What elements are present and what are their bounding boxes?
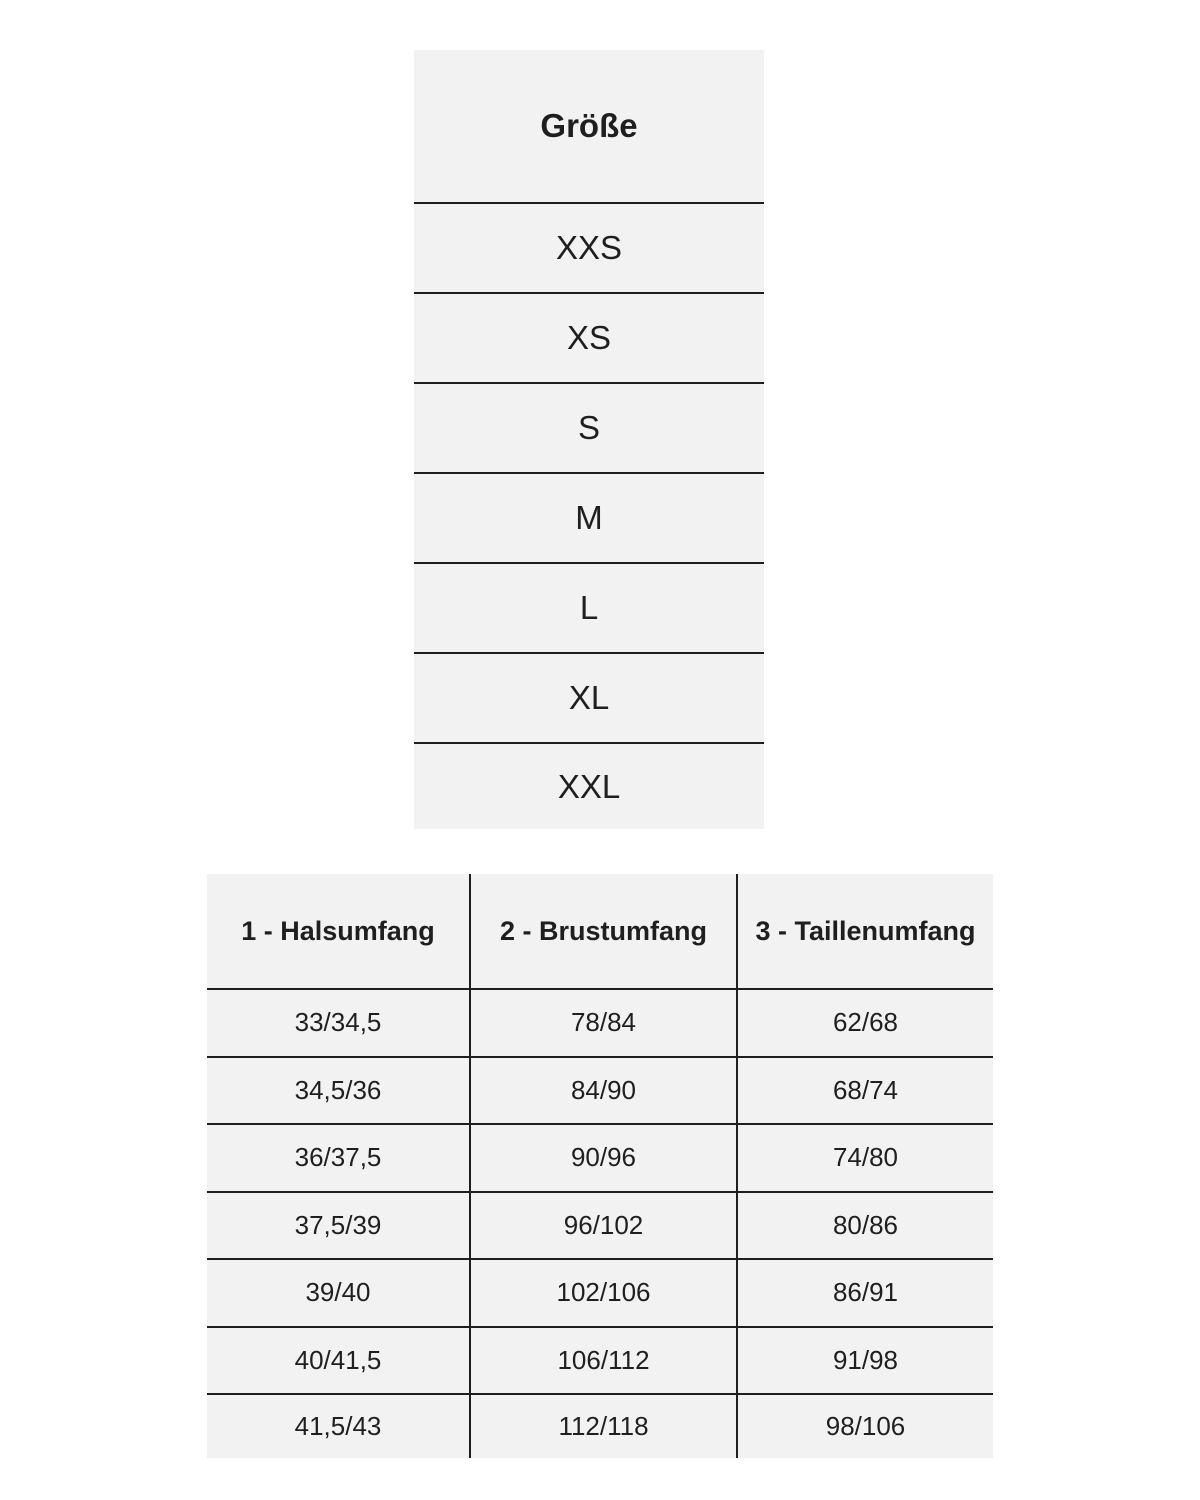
cell-halsumfang: 40/41,5 xyxy=(207,1328,471,1394)
cell-taillenumfang: 74/80 xyxy=(832,1142,899,1173)
cell-halsumfang: 39/40 xyxy=(207,1260,471,1326)
header-halsumfang: 1 - Halsumfang xyxy=(207,874,471,988)
cell-halsumfang: 34,5/36 xyxy=(207,1058,471,1124)
table-row xyxy=(207,1260,993,1328)
table-row xyxy=(207,1193,993,1261)
cell-halsumfang: 36/37,5 xyxy=(207,1125,471,1191)
cell-brustumfang: 78/84 xyxy=(471,990,738,1056)
cell-brustumfang: 112/118 xyxy=(471,1395,738,1458)
table-row xyxy=(207,990,993,1058)
size-row-xxl: XXL xyxy=(557,767,621,805)
cell-brustumfang: 90/96 xyxy=(471,1125,738,1191)
cell-brustumfang: 96/102 xyxy=(471,1193,738,1259)
table-row xyxy=(207,1125,993,1193)
cell-taillenumfang: 62/68 xyxy=(832,1007,899,1038)
size-row-xs: XS xyxy=(414,294,764,384)
measurement-table-header xyxy=(207,874,993,990)
table-row xyxy=(207,1058,993,1126)
table-row xyxy=(207,1395,993,1458)
table-row xyxy=(207,1328,993,1396)
size-row-xxs: XXS xyxy=(414,204,764,294)
size-column-header: Größe xyxy=(414,50,764,204)
cell-brustumfang: 102/106 xyxy=(471,1260,738,1326)
size-row-xl: XL xyxy=(414,654,764,744)
header-taillenumfang: 3 - Taillenumfang xyxy=(755,915,976,946)
size-row-m: M xyxy=(414,474,764,564)
cell-halsumfang: 37,5/39 xyxy=(207,1193,471,1259)
cell-halsumfang: 33/34,5 xyxy=(207,990,471,1056)
size-table xyxy=(414,50,764,829)
cell-brustumfang: 106/112 xyxy=(471,1328,738,1394)
measurement-table xyxy=(207,874,993,1458)
cell-halsumfang: 41,5/43 xyxy=(207,1395,471,1458)
cell-taillenumfang: 91/98 xyxy=(832,1344,899,1375)
cell-brustumfang: 84/90 xyxy=(471,1058,738,1124)
cell-taillenumfang: 80/86 xyxy=(832,1209,899,1240)
size-row-s: S xyxy=(414,384,764,474)
cell-taillenumfang: 68/74 xyxy=(832,1074,899,1105)
cell-taillenumfang: 86/91 xyxy=(832,1277,899,1308)
size-row-l: L xyxy=(414,564,764,654)
cell-taillenumfang: 98/106 xyxy=(825,1411,906,1441)
header-brustumfang: 2 - Brustumfang xyxy=(471,874,738,988)
